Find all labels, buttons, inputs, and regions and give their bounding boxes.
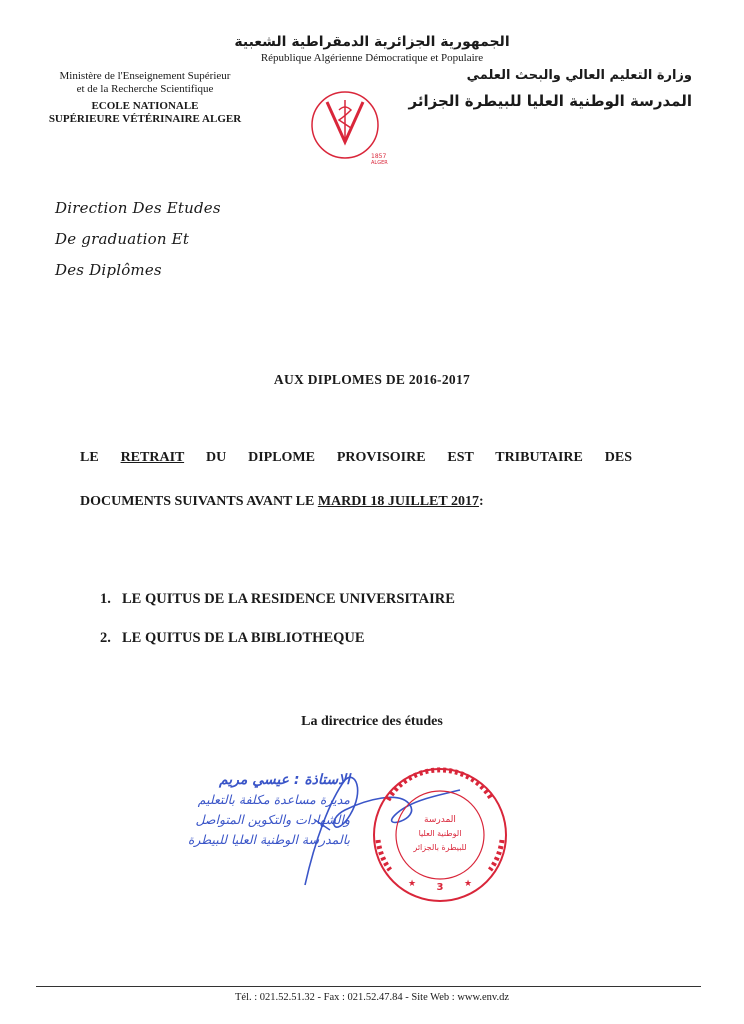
- direction-line-1: Direction Des Etudes: [55, 199, 221, 217]
- list-number: 2.: [100, 630, 111, 646]
- stamp-name: الاستاذة : عيسي مريم: [218, 772, 350, 788]
- ministry-arabic: وزارة التعليم العالي والبحث العلمي: [466, 68, 692, 83]
- list-item: [100, 619, 455, 658]
- direction-line-2: De graduation Et: [55, 230, 190, 248]
- text-colon: :: [478, 494, 484, 509]
- seal-text-2: الوطنية العليا: [418, 829, 462, 838]
- school-line-2: SUPÉRIEURE VÉTÉRINAIRE ALGER: [48, 113, 242, 125]
- paragraph-line-2: [80, 480, 632, 524]
- stamp-role-3: بالمدرسة الوطنية العليا للبيطرة: [187, 832, 350, 847]
- direction-block: [55, 193, 221, 286]
- ministry-french: [30, 70, 260, 96]
- signature-and-seal: [140, 760, 520, 910]
- svg-text:1857: 1857: [371, 153, 387, 160]
- announcement-title: AUX DIPLOMES DE 2016-2017: [273, 372, 471, 387]
- text-le: LE: [80, 450, 121, 465]
- seal-number: 3: [436, 882, 444, 893]
- republic-arabic: الجمهورية الجزائرية الدمقراطية الشعبية: [234, 34, 510, 50]
- list-text: LE QUITUS DE LA RESIDENCE UNIVERSITAIRE: [122, 591, 455, 607]
- text-documents: DOCUMENTS SUIVANTS AVANT LE: [80, 494, 318, 509]
- stamp-role-1: مديرة مساعدة مكلفة بالتعليم: [197, 792, 350, 807]
- stamp-role-2: والشهادات والتكوين المتواصل: [195, 812, 350, 827]
- paragraph-line-1: [80, 436, 632, 480]
- svg-text:★: ★: [408, 878, 417, 888]
- list-text: LE QUITUS DE LA BIBLIOTHEQUE: [122, 630, 365, 646]
- list-number: 1.: [100, 591, 111, 607]
- school-line-1: ECOLE NATIONALE: [91, 100, 199, 112]
- school-arabic: المدرسة الوطنية العليا للبيطرة الجزائر: [408, 92, 692, 110]
- svg-text:ALGER: ALGER: [371, 160, 388, 166]
- signatory-title: La directrice des études: [301, 714, 443, 729]
- footer-contact: Tél. : 021.52.51.32 - Fax : 021.52.47.84 - Site Web : www.env.dz: [234, 992, 510, 1003]
- deadline-date: MARDI 18 JUILLET 2017: [317, 494, 479, 509]
- school-french: [30, 100, 260, 126]
- direction-line-3: Des Diplômes: [55, 261, 162, 279]
- ministry-line-1: Ministère de l'Enseignement Supérieur: [59, 70, 231, 82]
- school-logo: [305, 80, 400, 170]
- list-item: [100, 580, 455, 619]
- announcement-paragraph: [80, 436, 632, 524]
- seal-text-1: المدرسة: [424, 815, 456, 825]
- svg-text:★: ★: [464, 878, 473, 888]
- requirements-list: [100, 580, 455, 658]
- republic-french: République Algérienne Démocratique et Populaire: [260, 52, 484, 64]
- official-seal-icon: [374, 769, 506, 901]
- seal-text-3: للبيطرة بالجزائر: [413, 843, 467, 852]
- ministry-line-2: et de la Recherche Scientifique: [76, 83, 214, 95]
- footer-divider: [36, 986, 701, 987]
- retrait-word: RETRAIT: [120, 450, 185, 465]
- text-rest-1: DU DIPLOME PROVISOIRE EST TRIBUTAIRE DES: [184, 450, 632, 465]
